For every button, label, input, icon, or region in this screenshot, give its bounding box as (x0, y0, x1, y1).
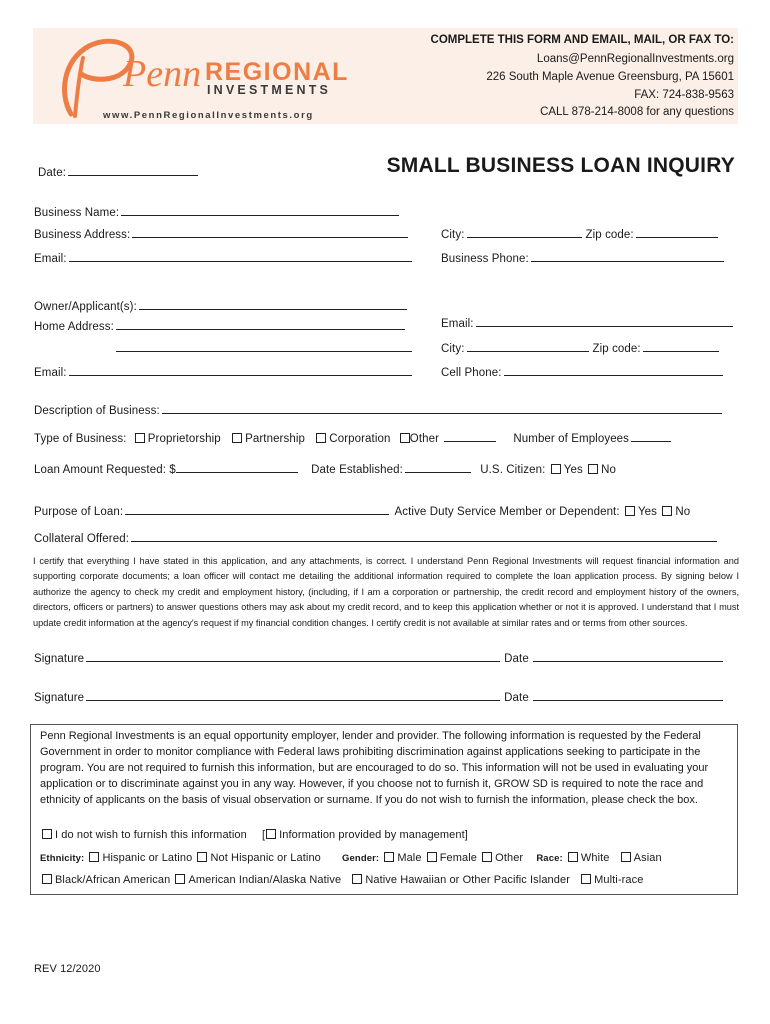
owner-email-label: Email: (441, 318, 474, 330)
race-row-2 (40, 874, 643, 886)
date-line (68, 164, 198, 176)
corporation-checkbox[interactable] (316, 433, 326, 443)
owner-label: Owner/Applicant(s): (34, 301, 137, 313)
employees-label: Number of Employees (513, 433, 630, 445)
business-zip-label: Zip code: (585, 229, 634, 241)
contact-instructions: COMPLETE THIS FORM AND EMAIL, MAIL, OR FAX TO: (430, 34, 734, 46)
sig-date-1-label: Date (504, 653, 529, 665)
owner-zip-line (643, 340, 719, 352)
american-indian-checkbox[interactable] (175, 874, 185, 884)
proprietorship-checkbox[interactable] (135, 433, 145, 443)
purpose-label: Purpose of Loan: (34, 506, 124, 518)
citizen-yes-checkbox[interactable] (551, 464, 561, 474)
loan-amount-label: Loan Amount Requested: $ (34, 464, 176, 476)
employees-line (631, 430, 671, 442)
male-label: Male (397, 852, 422, 864)
business-name-label: Business Name: (34, 207, 120, 219)
active-duty-yes-checkbox[interactable] (625, 506, 635, 516)
business-address-field[interactable] (34, 226, 408, 241)
by-management-label: Information provided by management] (279, 829, 468, 841)
loan-amount-row (34, 461, 616, 476)
active-duty-no-label: No (675, 506, 691, 518)
home-address-line2[interactable] (114, 340, 412, 355)
owner-email-line (476, 315, 733, 327)
business-city-field[interactable] (441, 226, 718, 241)
type-of-business-label: Type of Business: (34, 433, 127, 445)
not-hispanic-checkbox[interactable] (197, 852, 207, 862)
multi-race-checkbox[interactable] (581, 874, 591, 884)
eeo-text: Penn Regional Investments is an equal opportunity employer, lender and provider. The following information is requested by the Federal Government in order to monitor compliance with Federal laws prohibiting discrimination against applications seeking to participate in the program. You are not required to furnish this information, but are encouraged to do so. This information will not be used in evaluating your application or to discriminate against you in any way. However, if you choose not to furnish it, GROW SD is required to note the race and ethnicity of applicants on the basis of visual observation or surname. If you do not wish to furnish the information, please check the box. (40, 730, 709, 806)
contact-address: 226 South Maple Avenue Greensburg, PA 15601 (486, 71, 734, 83)
black-label: Black/African American (55, 874, 171, 886)
logo-word-regional: REGIONAL (205, 58, 349, 86)
business-city-label: City: (441, 229, 465, 241)
logo (45, 34, 375, 120)
cell-phone-line (504, 364, 723, 376)
business-phone-line (531, 250, 724, 262)
race-label: Race: (536, 853, 563, 864)
other-checkbox[interactable] (400, 433, 410, 443)
business-email-label: Email: (34, 253, 67, 265)
signature-row-1 (34, 650, 723, 665)
american-indian-label: American Indian/Alaska Native (188, 874, 342, 886)
partnership-label: Partnership (245, 433, 305, 445)
furnish-row: I do not wish to furnish this information [ Information provided by management] (40, 829, 468, 841)
owner-email2-line (69, 364, 412, 376)
male-checkbox[interactable] (384, 852, 394, 862)
other-line (444, 430, 496, 442)
owner-zip-label: Zip code: (592, 343, 641, 355)
date-established-label: Date Established: (311, 464, 403, 476)
ethnicity-gender-race-row (40, 852, 662, 864)
description-line (162, 402, 722, 414)
certification-text: I certify that everything I have stated in this application, and any attachments, is correct. I understand Penn Regional Investments will request financial information and supporting corporate documents; a loan officer will contact me detailing the additional information required to complete the loan application process. By signing below I authorize the agency to check my credit and employment history, (including, if I am a corporation or partnership, the credit record and employment history of the owners, directors, officers or partners) to answer questions others may ask about my credit record, and to keep this application whether or not it is approved. I understand that I must update credit information at the agency's request if my financial condition changes. I certify credit is not available at similar rates and or terms from other sources. (33, 556, 739, 628)
date-label: Date: (38, 167, 66, 179)
owner-email2-label: Email: (34, 367, 67, 379)
description-field[interactable] (34, 402, 722, 417)
type-of-business-row (34, 430, 671, 445)
owner-email2-field[interactable] (34, 364, 412, 379)
proprietorship-label: Proprietorship (147, 433, 221, 445)
other-label: Other (409, 433, 440, 445)
owner-line (139, 298, 407, 310)
home-address-line (116, 318, 405, 330)
sig-date-2-line[interactable] (533, 689, 723, 701)
business-zip-line (636, 226, 718, 238)
date-field[interactable] (38, 164, 198, 179)
no-furnish-label: I do not wish to furnish this information (55, 829, 247, 841)
owner-email-field[interactable] (441, 315, 733, 330)
logo-url: www.PennRegionalInvestments.org (103, 110, 314, 120)
active-duty-no-checkbox[interactable] (662, 506, 672, 516)
business-address-label: Business Address: (34, 229, 131, 241)
form-title: SMALL BUSINESS LOAN INQUIRY (386, 154, 735, 177)
owner-city-field[interactable] (441, 340, 719, 355)
collateral-line (131, 530, 717, 542)
sig-date-2-label: Date (504, 692, 529, 704)
description-label: Description of Business: (34, 405, 160, 417)
pacific-islander-label: Native Hawaiian or Other Pacific Islander (365, 874, 570, 886)
logo-word-investments: INVESTMENTS (207, 83, 332, 97)
business-city-line (467, 226, 582, 238)
business-name-field[interactable] (34, 204, 399, 219)
cell-phone-field[interactable] (441, 364, 723, 379)
white-label: White (580, 852, 610, 864)
not-hispanic-label: Not Hispanic or Latino (210, 852, 321, 864)
collateral-label: Collateral Offered: (34, 533, 130, 545)
logo-graphic (45, 34, 375, 120)
signature-row-2 (34, 689, 723, 704)
signature-2-label: Signature (34, 692, 85, 704)
other-gender-label: Other (495, 852, 524, 864)
active-duty-label: Active Duty Service Member or Dependent: (394, 506, 620, 518)
partnership-checkbox[interactable] (232, 433, 242, 443)
pacific-islander-checkbox[interactable] (352, 874, 362, 884)
ethnicity-label: Ethnicity: (40, 853, 85, 864)
citizen-yes-label: Yes (563, 464, 583, 476)
revision-label: REV 12/2020 (34, 963, 101, 975)
business-email-field[interactable] (34, 250, 412, 265)
date-established-line[interactable] (405, 461, 471, 473)
signature-1-line[interactable] (86, 650, 500, 662)
home-address-line2-underline (116, 340, 412, 352)
citizen-no-checkbox[interactable] (588, 464, 598, 474)
owner-city-label: City: (441, 343, 465, 355)
owner-city-line (467, 340, 589, 352)
contact-phone: CALL 878-214-8008 for any questions (540, 106, 734, 118)
contact-fax: FAX: 724-838-9563 (634, 89, 734, 101)
business-name-line (121, 204, 399, 216)
purpose-line[interactable] (125, 503, 389, 515)
business-address-line (132, 226, 408, 238)
active-duty-yes-label: Yes (637, 506, 658, 518)
logo-script: Penn (123, 53, 202, 95)
us-citizen-label: U.S. Citizen: (480, 464, 546, 476)
gender-label: Gender: (342, 853, 380, 864)
by-management-checkbox[interactable] (266, 829, 276, 839)
signature-2-line[interactable] (86, 689, 500, 701)
cell-phone-label: Cell Phone: (441, 367, 502, 379)
home-address-label: Home Address: (34, 321, 114, 333)
business-phone-field[interactable] (441, 250, 724, 265)
no-furnish-checkbox[interactable] (42, 829, 52, 839)
white-checkbox[interactable] (568, 852, 578, 862)
black-checkbox[interactable] (42, 874, 52, 884)
asian-label: Asian (633, 852, 662, 864)
female-label: Female (439, 852, 478, 864)
signature-1-label: Signature (34, 653, 85, 665)
other-gender-checkbox[interactable] (482, 852, 492, 862)
asian-checkbox[interactable] (621, 852, 631, 862)
multi-race-label: Multi-race (594, 874, 644, 886)
contact-email: Loans@PennRegionalInvestments.org (536, 53, 734, 65)
business-email-line (69, 250, 412, 262)
purpose-row (34, 503, 690, 518)
owner-field[interactable] (34, 298, 407, 313)
loan-amount-line[interactable] (176, 461, 298, 473)
collateral-field[interactable] (34, 530, 717, 545)
hispanic-checkbox[interactable] (89, 852, 99, 862)
female-checkbox[interactable] (427, 852, 437, 862)
business-phone-label: Business Phone: (441, 253, 529, 265)
citizen-no-label: No (601, 464, 616, 476)
sig-date-1-line[interactable] (533, 650, 723, 662)
hispanic-label: Hispanic or Latino (102, 852, 193, 864)
home-address-field[interactable] (34, 318, 405, 333)
corporation-label: Corporation (329, 433, 391, 445)
